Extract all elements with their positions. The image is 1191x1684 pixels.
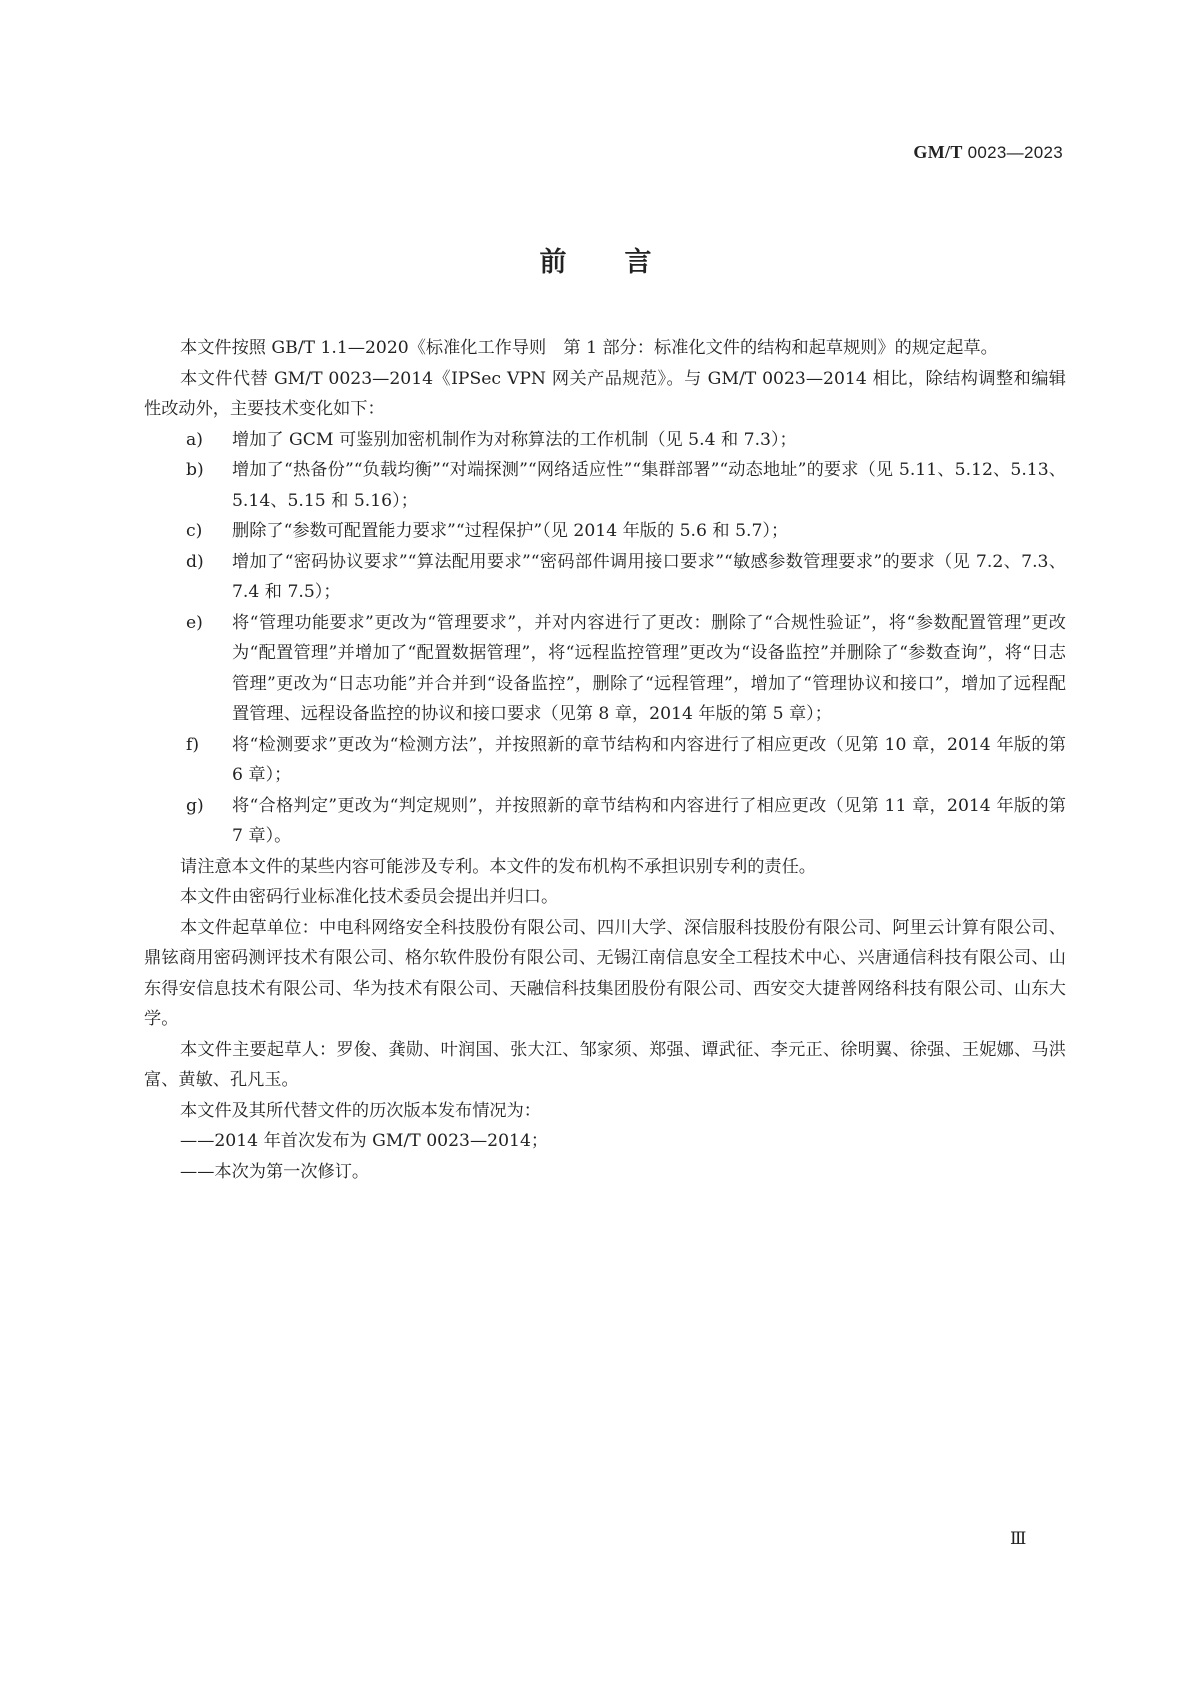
list-item bbox=[186, 455, 1066, 516]
standard-number: 0023—2023 bbox=[967, 143, 1063, 162]
list-item-text: 将“合格判定”更改为“判定规则”，并按照新的章节结构和内容进行了相应更改（见第 11 章，2014 年版的第 7 章）。 bbox=[232, 795, 1066, 846]
list-item-label: d) bbox=[186, 551, 204, 572]
list-item-text: 增加了“热备份”“负载均衡”“对端探测”“网络适应性”“集群部署”“动态地址”的要求（见 5.11、5.12、5.13、5.14、5.15 和 5.16）； bbox=[232, 460, 1066, 511]
list-item-text: 删除了“参数可配置能力要求”“过程保护”（见 2014 年版的 5.6 和 5.7）； bbox=[232, 521, 789, 541]
list-item bbox=[186, 608, 1066, 730]
list-item-label: a) bbox=[186, 429, 203, 450]
standard-prefix: GM/T bbox=[913, 142, 963, 162]
paragraph-version-history: 本文件及其所代替文件的历次版本发布情况为： bbox=[180, 1100, 541, 1121]
list-item bbox=[186, 730, 1066, 791]
list-item-label: b) bbox=[186, 460, 204, 480]
paragraph-proposer: 本文件由密码行业标准化技术委员会提出并归口。 bbox=[180, 887, 559, 907]
history-item: ——2014 年首次发布为 GM/T 0023—2014； bbox=[180, 1131, 549, 1151]
paragraph-replacement: 本文件代替 GM/T 0023—2014《IPSec VPN 网关产品规范》。与 GM/T 0023—2014 相比，除结构调整和编辑性改动外，主要技术变化如下： bbox=[144, 368, 1066, 419]
paragraph-patent-notice: 请注意本文件的某些内容可能涉及专利。本文件的发布机构不承担识别专利的责任。 bbox=[180, 856, 816, 877]
list-item-text: 将“管理功能要求”更改为“管理要求”，并对内容进行了更改：删除了“合规性验证”，将“参数配置管理”更改为“配置管理”并增加了“配置数据管理”，将“远程监控管理”更改为“设备监控”并删除了“参数查询”，将“日志管理”更改为“日志功能”并合并到“设备监控”，删除了“远程管理”，增加了“管理协议和接口”，增加了远程配置管理、远程设备监控的协议和接口要求（见第 8 章，2014 年版的第 5 章）； bbox=[232, 612, 1066, 724]
list-item-text: 增加了“密码协议要求”“算法配用要求”“密码部件调用接口要求”“敏感参数管理要求”的要求（见 7.2、7.3、7.4 和 7.5）； bbox=[232, 551, 1066, 602]
page-number: Ⅲ bbox=[1010, 1529, 1027, 1549]
list-item-label: c) bbox=[186, 521, 203, 541]
list-item-text: 将“检测要求”更改为“检测方法”，并按照新的章节结构和内容进行了相应更改（见第 10 章，2014 年版的第 6 章）； bbox=[232, 734, 1066, 785]
paragraph-drafting-rules: 本文件按照 GB/T 1.1—2020《标准化工作导则 第 1 部分：标准化文件的结构和起草规则》的规定起草。 bbox=[180, 338, 998, 358]
page-title: 前言 bbox=[539, 247, 710, 278]
foreword-body bbox=[144, 333, 1066, 1187]
paragraph-drafting-units: 本文件起草单位：中电科网络安全科技股份有限公司、四川大学、深信服科技股份有限公司、阿里云计算有限公司、鼎铉商用密码测评技术有限公司、格尔软件股份有限公司、无锡江南信息安全工程技术中心、兴唐通信科技有限公司、山东得安信息技术有限公司、华为技术有限公司、天融信科技集团股份有限公司、西安交大捷普网络科技有限公司、山东大学。 bbox=[144, 917, 1066, 1029]
list-item bbox=[186, 425, 1066, 456]
list-item-label: e) bbox=[186, 612, 203, 633]
list-item-text: 增加了 GCM 可鉴别加密机制作为对称算法的工作机制（见 5.4 和 7.3）； bbox=[232, 429, 797, 450]
list-item-label: f) bbox=[186, 734, 200, 755]
list-item-label: g) bbox=[186, 795, 204, 816]
standard-code bbox=[913, 142, 1063, 163]
paragraph-drafters: 本文件主要起草人：罗俊、龚勋、叶润国、张大江、邹家须、郑强、谭武征、李元正、徐明翼、徐强、王妮娜、马洪富、黄敏、孔凡玉。 bbox=[144, 1039, 1066, 1090]
list-item bbox=[186, 791, 1066, 852]
list-item bbox=[186, 547, 1066, 608]
list-item bbox=[186, 516, 1066, 547]
history-item: ——本次为第一次修订。 bbox=[180, 1161, 370, 1182]
changes-list bbox=[144, 425, 1066, 852]
